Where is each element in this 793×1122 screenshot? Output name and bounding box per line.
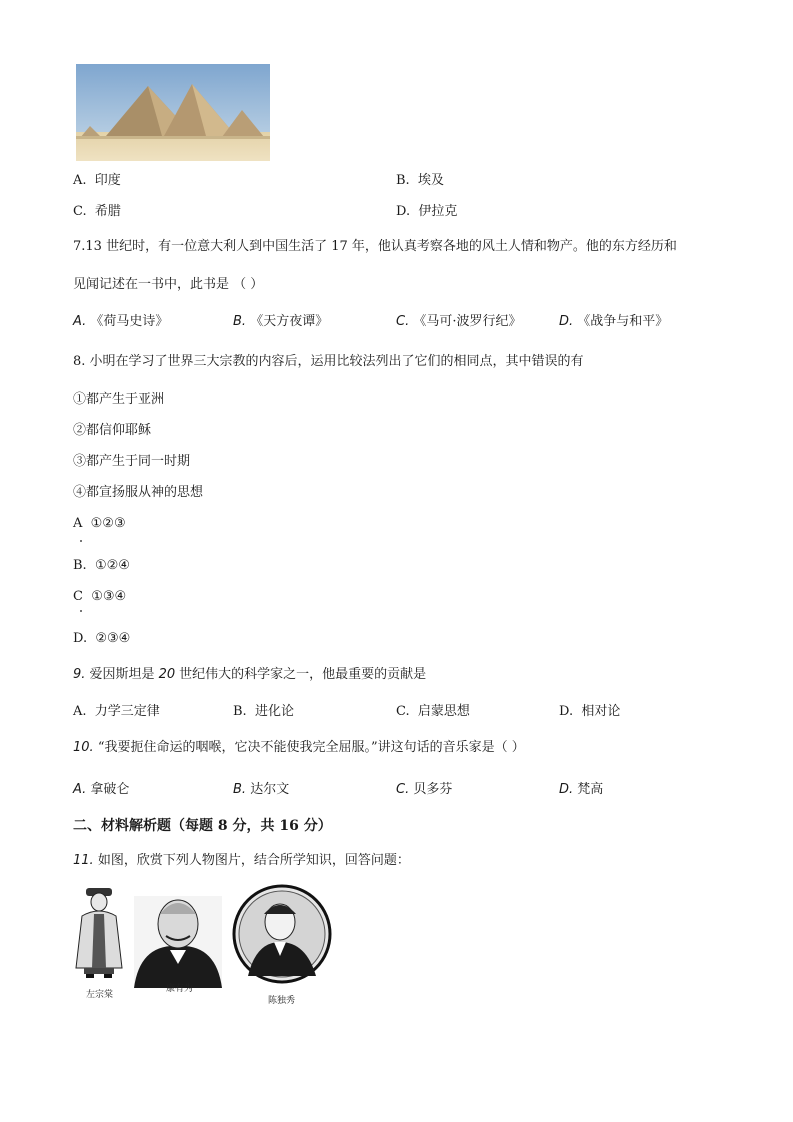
- artifact-dot: [80, 610, 82, 612]
- caption-zuo-zongtang: 左宗棠: [86, 990, 114, 1000]
- q7-stem-line1: 7.13 世纪时，有一位意大利人到中国生活了 17 年，他认真考察各地的风土人情和物产。他的东方经历和: [73, 239, 677, 254]
- q7-option-d: D. 《战争与和平》: [559, 314, 669, 329]
- section-heading: 二、材料解析题（每题 8 分，共 16 分）: [73, 818, 332, 834]
- q8-statement-1: ①都产生于亚洲: [73, 392, 165, 407]
- q6-option-a: A. 印度: [73, 173, 121, 188]
- q11-stem: 11. 如图，欣赏下列人物图片，结合所学知识，回答问题：: [73, 853, 410, 868]
- q10-option-c: C. 贝多芬: [396, 782, 453, 797]
- q9-option-a: A. 力学三定律: [73, 704, 160, 719]
- q9-option-b: B. 进化论: [233, 704, 294, 719]
- q10-option-b: B. 达尔文: [233, 782, 290, 797]
- q8-option-d: D. ②③④: [73, 631, 131, 646]
- portrait-zuo-zongtang: [76, 888, 122, 978]
- q6-option-b: B. 埃及: [396, 173, 444, 188]
- q8-statement-2: ②都信仰耶稣: [73, 423, 152, 438]
- q8-option-b: B. ①②④: [73, 558, 130, 573]
- pyramids-image: [76, 64, 270, 161]
- q6-option-c: C. 希腊: [73, 204, 121, 219]
- q8-option-a: A ①②③: [73, 516, 126, 531]
- q9-option-d: D. 相对论: [559, 704, 621, 719]
- artifact-dot: [80, 540, 82, 542]
- q6-option-d: D. 伊拉克: [396, 204, 458, 219]
- caption-chen-duxiu: 陈独秀: [268, 996, 296, 1006]
- q9-stem: 9. 爱因斯坦是 20 世纪伟大的科学家之一，他最重要的贡献是: [73, 667, 427, 682]
- q7-stem-line2: 见闻记述在一书中，此书是 （ ）: [73, 277, 264, 292]
- q10-option-a: A. 拿破仑: [73, 782, 130, 797]
- q8-option-c: C ①③④: [73, 589, 127, 604]
- q8-statement-3: ③都产生于同一时期: [73, 454, 191, 469]
- portrait-chen-duxiu: [234, 886, 330, 982]
- q8-stem: 8. 小明在学习了世界三大宗教的内容后，运用比较法列出了它们的相同点，其中错误的有: [73, 354, 584, 369]
- q10-option-d: D. 梵高: [559, 782, 604, 797]
- q7-option-c: C. 《马可·波罗行纪》: [396, 314, 522, 329]
- portraits-figure: [70, 884, 332, 1008]
- q7-option-a: A. 《荷马史诗》: [73, 314, 169, 329]
- portrait-kang-youwei: [134, 896, 222, 988]
- q7-option-b: B. 《天方夜谭》: [233, 314, 329, 329]
- caption-kang-youwei: 康有为: [166, 984, 194, 994]
- q9-option-c: C. 启蒙思想: [396, 704, 470, 719]
- q10-stem: 10. “我要扼住命运的咽喉，它决不能使我完全屈服。”讲这句话的音乐家是（ ）: [73, 740, 525, 755]
- q8-statement-4: ④都宣扬服从神的思想: [73, 485, 204, 500]
